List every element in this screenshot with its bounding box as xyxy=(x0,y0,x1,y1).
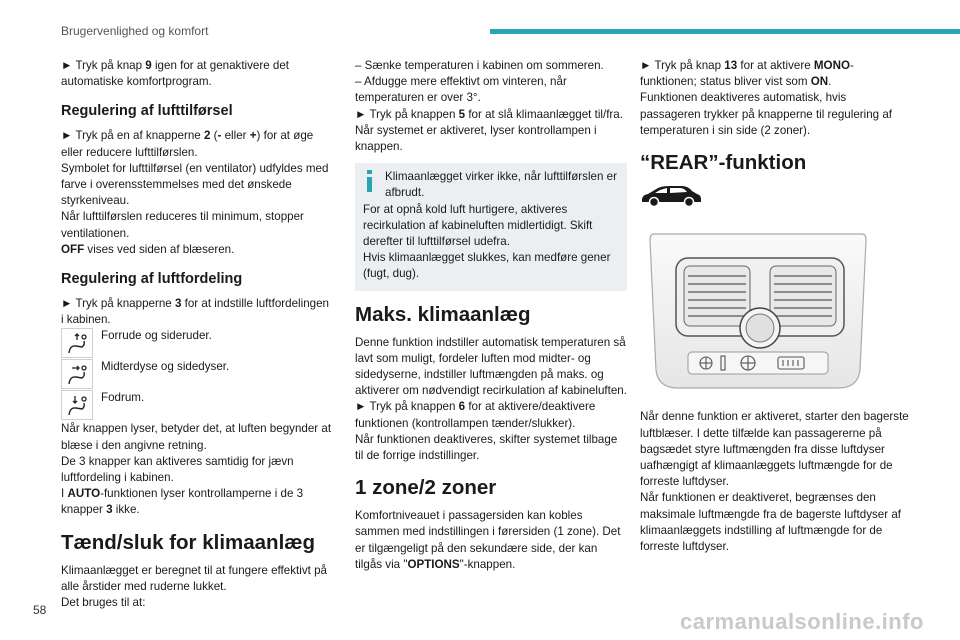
heading-airflow: Regulering af lufttilførsel xyxy=(61,103,233,120)
paragraph-use-1: – Sænke temperaturen i kabinen om sommeren. xyxy=(355,59,604,72)
paragraph-lamp: Når systemet er aktiveret, lyser kontrollampen i knappen. xyxy=(355,123,597,154)
paragraph-mono-2: Funktionen deaktiveres automatisk, hvis passageren trykker på knapperne til regulering af temperaturen i sin side (2 zoner). xyxy=(640,91,892,137)
option-center-label: Midterdyse og sidedyser. xyxy=(101,360,230,374)
paragraph-airflow-3: Når lufttilførslen reduceres til minimum, stopper ventilationen. xyxy=(61,210,304,240)
rear-vent-panel-illustration xyxy=(648,230,910,397)
info-icon xyxy=(365,170,377,201)
paragraph-distribution-2: Når knappen lyser, betyder det, at luften begynder at blæse i den angivne retning. xyxy=(61,422,332,452)
paragraph-press-5: ► Tryk på knappen 5 for at slå klimaanlægget til/fra. xyxy=(355,107,623,121)
paragraph-mono-1: ► Tryk på knap 13 for at aktivere MONO-funktionen; status bliver vist som ON. xyxy=(640,59,854,89)
paragraph-distribution-3: De 3 knapper kan aktiveres samtidig for jævn luftfordeling i kabinen. xyxy=(61,454,294,485)
airflow-center-icon xyxy=(61,359,93,389)
column-2 xyxy=(355,58,627,573)
paragraph-airflow-2: Symbolet for lufttilførsel (en ventilator) udfyldes med farve i overensstemmelses med det ønskede styrkeniveau. xyxy=(61,161,329,208)
paragraph-distribution-4: I AUTO-funktionen lyser kontrollamperne i de 3 knapper 3 ikke. xyxy=(61,487,304,517)
column-3 xyxy=(640,58,910,555)
paragraph-onoff-2: Det bruges til at: xyxy=(61,596,146,610)
paragraph-airflow-1: ► Tryk på en af knapperne 2 (- eller +) for at øge eller reducere lufttilførslen. xyxy=(61,129,314,159)
option-floor-label: Fodrum. xyxy=(101,391,145,405)
option-windscreen xyxy=(61,328,333,359)
paragraph-onoff-1: Klimaanlægget er beregnet til at fungere effektivt på alle årstider med ruderne lukket. xyxy=(61,563,327,593)
column-1 xyxy=(61,58,333,611)
heading-onoff: Tænd/sluk for klimaanlæg xyxy=(61,530,316,554)
paragraph-distribution-1: ► Tryk på knapperne 3 for at indstille luftfordelingen i kabinen. xyxy=(61,297,329,327)
heading-max: Maks. klimaanlæg xyxy=(355,302,531,326)
paragraph-max-1: Denne funktion indstiller automatisk temperaturen så lavt som muligt, fordeler luften mod midter- og sidedyserne, indstiller luftmængden på maks. og aktiverer om nødvendigt recirkulation af kabineluften. xyxy=(355,335,627,398)
airflow-floor-icon xyxy=(61,390,93,420)
paragraph-zone-1: Komfortniveauet i passagersiden kan kobles sammen med indstillingen i førersiden (1 zone). Det er tilgængeligt på den sekundære side, der kan tilgås via "OPTIONS"-knappen. xyxy=(355,509,621,571)
airflow-windscreen-icon xyxy=(61,328,93,358)
heading-zone: 1 zone/2 zoner xyxy=(355,476,497,500)
suv-car-icon xyxy=(640,183,910,212)
option-windscreen-label: Forrude og sideruder. xyxy=(101,329,212,343)
paragraph-airflow-4: OFF vises ved siden af blæseren. xyxy=(61,242,235,256)
note-text-1: Klimaanlægget virker ikke, når lufttilførslen er afbrudt. xyxy=(385,170,617,200)
heading-rear: “REAR”-funktion xyxy=(640,151,807,175)
page-number: 58 xyxy=(33,603,47,617)
info-note xyxy=(355,163,627,290)
option-floor xyxy=(61,390,333,421)
paragraph-reactivate: ► Tryk på knap 9 igen for at genaktivere det automatiske komfortprogram. xyxy=(61,59,290,89)
paragraph-rear-2: Når funktionen er deaktiveret, begrænses den maksimale luftmængde fra de bagerste luftdyser af klimaanlæggets indstilling af luftmængde for de forreste luftdyser. xyxy=(640,491,901,554)
note-text-2: For at opnå kold luft hurtigere, aktiveres recirkulation af kabineluften midlertidigt. Skift derefter til lufttilførsel udefra. xyxy=(363,202,593,249)
header-accent-bar xyxy=(490,29,960,34)
footer-watermark: carmanualsonline.info xyxy=(680,609,924,634)
heading-distribution: Regulering af luftfordeling xyxy=(61,271,243,288)
section-title: Brugervenlighed og komfort xyxy=(61,24,209,38)
paragraph-rear-1: Når denne funktion er aktiveret, starter den bagerste luftblæser. I dette tilfælde kan passagererne på bagsædet styre luftmængden fra disse luftdyser uafhængigt af klimaanlæggets luftmængde for de forreste luftdyser. xyxy=(640,410,909,489)
paragraph-max-2: ► Tryk på knappen 6 for at aktivere/deaktivere funktionen (kontrollampen tænder/slukker). xyxy=(355,400,596,430)
paragraph-max-3: Når funktionen deaktiveres, skifter systemet tilbage til de forrige indstillinger. xyxy=(355,432,618,463)
note-text-3: Hvis klimaanlægget slukkes, kan medføre gener (fugt, dug). xyxy=(363,251,611,281)
option-center xyxy=(61,359,333,390)
paragraph-use-2: – Afdugge mere effektivt om vinteren, når temperaturen er over 3°. xyxy=(355,75,567,105)
